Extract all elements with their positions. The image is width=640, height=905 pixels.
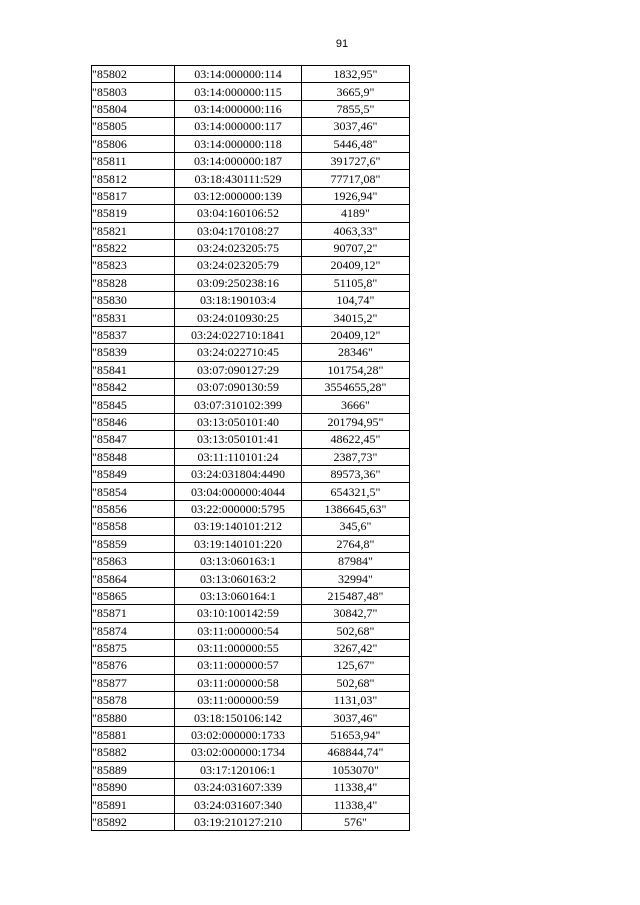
record-id-cell: "85848: [92, 448, 175, 465]
table-row: [92, 431, 410, 448]
value-cell: 391727,6": [302, 152, 410, 169]
table-row: [92, 83, 410, 100]
value-cell: 215487,48": [302, 587, 410, 604]
table-row: [92, 709, 410, 726]
table-row: [92, 205, 410, 222]
cadastral-number-cell: 03:11:000000:59: [175, 692, 302, 709]
value-cell: 11338,4": [302, 796, 410, 813]
table-body: [92, 66, 410, 831]
value-cell: 51653,94": [302, 726, 410, 743]
value-cell: 654321,5": [302, 483, 410, 500]
table-row: [92, 292, 410, 309]
record-id-cell: "85842: [92, 379, 175, 396]
table-row: [92, 379, 410, 396]
table-row: [92, 639, 410, 656]
value-cell: 1832,95": [302, 66, 410, 83]
table-row: [92, 187, 410, 204]
table-row: [92, 152, 410, 169]
record-id-cell: "85871: [92, 605, 175, 622]
table-row: [92, 657, 410, 674]
value-cell: 101754,28": [302, 361, 410, 378]
table-row: [92, 239, 410, 256]
table-row: [92, 170, 410, 187]
record-id-cell: "85877: [92, 674, 175, 691]
value-cell: 20409,12": [302, 257, 410, 274]
record-id-cell: "85822: [92, 239, 175, 256]
record-id-cell: "85819: [92, 205, 175, 222]
value-cell: 34015,2": [302, 309, 410, 326]
cadastral-number-cell: 03:14:000000:115: [175, 83, 302, 100]
value-cell: 1131,03": [302, 692, 410, 709]
table-row: [92, 674, 410, 691]
record-id-cell: "85880: [92, 709, 175, 726]
record-id-cell: "85882: [92, 744, 175, 761]
record-id-cell: "85847: [92, 431, 175, 448]
record-id-cell: "85849: [92, 465, 175, 482]
table-row: [92, 726, 410, 743]
table-row: [92, 396, 410, 413]
cadastral-number-cell: 03:02:000000:1734: [175, 744, 302, 761]
value-cell: 4063,33": [302, 222, 410, 239]
table-row: [92, 100, 410, 117]
cadastral-number-cell: 03:11:000000:54: [175, 622, 302, 639]
record-id-cell: "85891: [92, 796, 175, 813]
record-id-cell: "85805: [92, 118, 175, 135]
cadastral-number-cell: 03:10:100142:59: [175, 605, 302, 622]
cadastral-number-cell: 03:13:060163:1: [175, 552, 302, 569]
table-row: [92, 622, 410, 639]
record-id-cell: "85846: [92, 413, 175, 430]
table-row: [92, 605, 410, 622]
value-cell: 468844,74": [302, 744, 410, 761]
table-row: [92, 118, 410, 135]
record-id-cell: "85856: [92, 500, 175, 517]
cadastral-number-cell: 03:09:250238:16: [175, 274, 302, 291]
table-row: [92, 535, 410, 552]
table-row: [92, 66, 410, 83]
record-id-cell: "85817: [92, 187, 175, 204]
cadastral-number-cell: 03:24:022710:1841: [175, 326, 302, 343]
cadastral-number-cell: 03:24:023205:75: [175, 239, 302, 256]
cadastral-number-cell: 03:24:031607:339: [175, 779, 302, 796]
value-cell: 104,74": [302, 292, 410, 309]
value-cell: 1926,94": [302, 187, 410, 204]
record-id-cell: "85865: [92, 587, 175, 604]
record-id-cell: "85831: [92, 309, 175, 326]
cadastral-number-cell: 03:18:430111:529: [175, 170, 302, 187]
value-cell: 3665,9": [302, 83, 410, 100]
cadastral-number-cell: 03:14:000000:118: [175, 135, 302, 152]
record-id-cell: "85864: [92, 570, 175, 587]
table-row: [92, 361, 410, 378]
record-id-cell: "85811: [92, 152, 175, 169]
cadastral-number-cell: 03:04:160106:52: [175, 205, 302, 222]
cadastral-number-cell: 03:11:000000:55: [175, 639, 302, 656]
table-row: [92, 500, 410, 517]
table-row: [92, 518, 410, 535]
value-cell: 201794,95": [302, 413, 410, 430]
record-id-cell: "85828: [92, 274, 175, 291]
record-id-cell: "85878: [92, 692, 175, 709]
cadastral-number-cell: 03:24:031804:4490: [175, 465, 302, 482]
record-id-cell: "85858: [92, 518, 175, 535]
value-cell: 502,68": [302, 622, 410, 639]
table-row: [92, 779, 410, 796]
table-row: [92, 257, 410, 274]
value-cell: 3554655,28": [302, 379, 410, 396]
value-cell: 5446,48": [302, 135, 410, 152]
cadastral-number-cell: 03:04:000000:4044: [175, 483, 302, 500]
record-id-cell: "85802: [92, 66, 175, 83]
cadastral-number-cell: 03:18:150106:142: [175, 709, 302, 726]
value-cell: 502,68": [302, 674, 410, 691]
cadastral-number-cell: 03:14:000000:116: [175, 100, 302, 117]
record-id-cell: "85889: [92, 761, 175, 778]
cadastral-number-cell: 03:24:031607:340: [175, 796, 302, 813]
record-id-cell: "85803: [92, 83, 175, 100]
value-cell: 77717,08": [302, 170, 410, 187]
table-row: [92, 413, 410, 430]
table-row: [92, 813, 410, 830]
cadastral-number-cell: 03:11:110101:24: [175, 448, 302, 465]
table-row: [92, 796, 410, 813]
value-cell: 32994": [302, 570, 410, 587]
record-id-cell: "85823: [92, 257, 175, 274]
value-cell: 3267,42": [302, 639, 410, 656]
cadastral-number-cell: 03:22:000000:5795: [175, 500, 302, 517]
value-cell: 1053070": [302, 761, 410, 778]
table-row: [92, 448, 410, 465]
table-row: [92, 744, 410, 761]
value-cell: 2764,8": [302, 535, 410, 552]
record-id-cell: "85854: [92, 483, 175, 500]
record-id-cell: "85806: [92, 135, 175, 152]
value-cell: 7855,5": [302, 100, 410, 117]
table-row: [92, 570, 410, 587]
cadastral-number-cell: 03:19:140101:220: [175, 535, 302, 552]
cadastral-number-cell: 03:19:210127:210: [175, 813, 302, 830]
record-id-cell: "85821: [92, 222, 175, 239]
cadastral-number-cell: 03:07:090130:59: [175, 379, 302, 396]
table-row: [92, 692, 410, 709]
value-cell: 576": [302, 813, 410, 830]
data-table: [91, 65, 410, 831]
value-cell: 345,6": [302, 518, 410, 535]
page-number: 91: [335, 38, 349, 50]
cadastral-number-cell: 03:11:000000:58: [175, 674, 302, 691]
value-cell: 90707,2": [302, 239, 410, 256]
cadastral-number-cell: 03:24:023205:79: [175, 257, 302, 274]
table-row: [92, 274, 410, 291]
record-id-cell: "85881: [92, 726, 175, 743]
value-cell: 125,67": [302, 657, 410, 674]
cadastral-number-cell: 03:07:310102:399: [175, 396, 302, 413]
table-row: [92, 483, 410, 500]
record-id-cell: "85892: [92, 813, 175, 830]
cadastral-number-cell: 03:14:000000:117: [175, 118, 302, 135]
cadastral-number-cell: 03:13:050101:40: [175, 413, 302, 430]
table-row: [92, 761, 410, 778]
value-cell: 89573,36": [302, 465, 410, 482]
table-row: [92, 552, 410, 569]
value-cell: 11338,4": [302, 779, 410, 796]
cadastral-number-cell: 03:07:090127:29: [175, 361, 302, 378]
table-row: [92, 326, 410, 343]
cadastral-number-cell: 03:13:060163:2: [175, 570, 302, 587]
record-id-cell: "85859: [92, 535, 175, 552]
cadastral-number-cell: 03:13:060164:1: [175, 587, 302, 604]
record-id-cell: "85812: [92, 170, 175, 187]
value-cell: 3666": [302, 396, 410, 413]
table-row: [92, 465, 410, 482]
value-cell: 51105,8": [302, 274, 410, 291]
value-cell: 30842,7": [302, 605, 410, 622]
record-id-cell: "85839: [92, 344, 175, 361]
record-id-cell: "85837: [92, 326, 175, 343]
cadastral-number-cell: 03:24:010930:25: [175, 309, 302, 326]
cadastral-number-cell: 03:19:140101:212: [175, 518, 302, 535]
record-id-cell: "85845: [92, 396, 175, 413]
cadastral-number-cell: 03:17:120106:1: [175, 761, 302, 778]
table-row: [92, 135, 410, 152]
table-row: [92, 344, 410, 361]
record-id-cell: "85874: [92, 622, 175, 639]
record-id-cell: "85830: [92, 292, 175, 309]
value-cell: 4189": [302, 205, 410, 222]
cadastral-number-cell: 03:13:050101:41: [175, 431, 302, 448]
value-cell: 48622,45": [302, 431, 410, 448]
record-id-cell: "85804: [92, 100, 175, 117]
value-cell: 2387,73": [302, 448, 410, 465]
record-id-cell: "85875: [92, 639, 175, 656]
value-cell: 3037,46": [302, 118, 410, 135]
cadastral-number-cell: 03:04:170108:27: [175, 222, 302, 239]
cadastral-number-cell: 03:12:000000:139: [175, 187, 302, 204]
record-id-cell: "85841: [92, 361, 175, 378]
value-cell: 3037,46": [302, 709, 410, 726]
record-id-cell: "85876: [92, 657, 175, 674]
cadastral-number-cell: 03:14:000000:114: [175, 66, 302, 83]
table-row: [92, 222, 410, 239]
value-cell: 1386645,63": [302, 500, 410, 517]
value-cell: 20409,12": [302, 326, 410, 343]
record-id-cell: "85863: [92, 552, 175, 569]
cadastral-number-cell: 03:14:000000:187: [175, 152, 302, 169]
table-row: [92, 587, 410, 604]
cadastral-number-cell: 03:02:000000:1733: [175, 726, 302, 743]
cadastral-number-cell: 03:24:022710:45: [175, 344, 302, 361]
table-row: [92, 309, 410, 326]
value-cell: 28346": [302, 344, 410, 361]
value-cell: 87984": [302, 552, 410, 569]
cadastral-number-cell: 03:11:000000:57: [175, 657, 302, 674]
record-id-cell: "85890: [92, 779, 175, 796]
cadastral-number-cell: 03:18:190103:4: [175, 292, 302, 309]
